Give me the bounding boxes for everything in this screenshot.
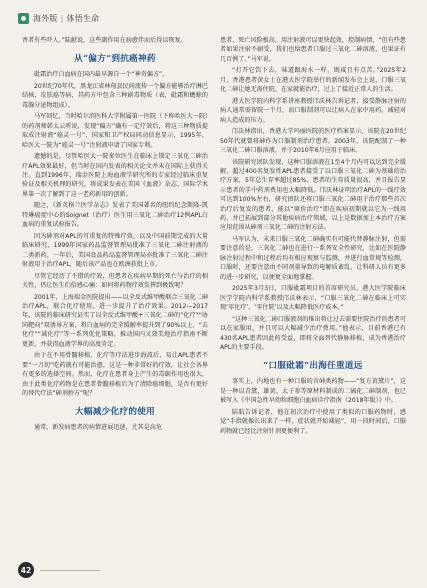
page-footer bbox=[18, 562, 100, 578]
section-heading-2: 大幅减少化疗的使用 bbox=[74, 407, 156, 418]
paragraph: “这种三氧化二砷口服液剂的推出将让过去需要住院治疗的患者可以在家服用，并且可以大幅减少治疗费用。”他表示，目前香港已有430名APL患者因此药受益，即将全面替代静脉移植，成为香港治疗APL的主要手段。 bbox=[220, 315, 406, 351]
paragraph: “打开它饮下去，味道跟海水一样，既咸且有点苦。”2025年2月，香港患者黄女士在港大医学院举行的新闻发布会上说，口服三氧化二砷让她无需住院，在家就能治疗，过上了接近正常人的生活。 bbox=[220, 67, 406, 94]
paragraph: 因为砷剂对APL的可重复的特殊疗效，以及中国前期完成的大量临床研究，1999年国家药品监督管理局批准了三氧化二砷注射液的二类新药，一年后，美国食品药品监督管理局亦批准了三氧化二砷注射液用于治疗APL，随后该产品也在欧洲获批上市。 bbox=[22, 232, 208, 269]
paragraph: 砒霜治疗白血病在国内最早源自一个“神奇偏方”。 bbox=[34, 71, 169, 79]
header-category: 体悟生命 bbox=[66, 13, 100, 23]
paragraph: 马军回忆，当时哈尔滨医科大学附属第一医院（下称哈医大一院）的药剂师韩太云听说，发现“偏方”确有一定疗效后，将这三种物质提取成注射液“癌灵一号”，国家和卫产权局同动信息显示，1995年，哈医大一院为“癌灵一号”注射液申请了国家专利。 bbox=[22, 113, 208, 149]
paragraph: 20世纪70年代，黑龙江省林甸县民间流传一个偏方能够治疗淋巴结核、皮肤癌等病，其药方中包含三种剧毒物质（表，砒霜和蟾蜍的毒腺分泌物组成）。 bbox=[22, 83, 208, 109]
page-number: 42 bbox=[18, 562, 34, 578]
left-intro: 香者有些吓人。”陆献说，这些副作用在病愈伴而后得以恢复。 bbox=[22, 37, 187, 44]
header-section: 海外版 bbox=[33, 13, 58, 23]
right-column bbox=[220, 36, 406, 438]
footer-divider bbox=[40, 570, 100, 571]
paragraph: 遗憾的是，尽管哈医大一院多位医生在临床上锁定三氧化二砷治疗APL效果最好，但当时在国内发表的相关论文并未在国际上获得关注。直到1996年，瑞金医院上海血液学研究所的专家经过临床重复验证及相关机理的研究，将成果发表在美国《血液》杂志，国际学术界第一次了解到了这一老药新用的创新。 bbox=[22, 153, 208, 198]
section-heading-1: 从“偏方”到抗癌神药 bbox=[74, 54, 156, 65]
paragraph: 港大医学院内科学系讲座教授邝沃林告诉记者，接受静脉注射的病人通常需留院一个月，而口服制剂可以让病人在家中用药，减轻对病人造成的压力。 bbox=[220, 97, 406, 124]
paragraph: 尽管它经历了不错的疗效，但患者在疾病早期的死亡与治疗的相关性，仍让医生们倍感心痛：如何将药物疗效发挥到极致呢？ bbox=[22, 272, 208, 290]
paragraph: 2001年，上海瑞金医院提出——以全反式维甲酸联合三氧化二砷治疗APL，联合化疗使用，进一步提升了治疗效果。2012—2017年，该院的临床研究证实了以全反式维甲酸+三氧化二砷的“化疗”“协同靶向”双诱导方案，将白血病的完全缓解率提升到了90%以上，“去化疗”“减化疗”等一系列优化策略，推动国内又效美地治疗指南不断更新，并获得血液学界的高度肯定。 bbox=[22, 293, 208, 348]
paragraph: 邝沃林指出，香港大学玛丽医院的医疗档案显示，该院在20世纪50年代就曾将砷作为口服制剂治疗患者。2003年，该院配制了一种三氧化二砷口服溶液，并于2010年6月应用于临床。 bbox=[220, 128, 406, 155]
paragraph: 马军认为，未来口服三氧化二砷确实有可能代替静脉注射，但需要注意的是，三氧化二砷也在进行一系列安全性研究，比如在医院静脉注射过程中和过程后均有相应观察与监测，并进行血常规等检测，口服时，还要注意由不同剂量导致的电解质紊乱，让科研人员有更多的进一步研究，以便更全面地掌握。 bbox=[220, 236, 406, 281]
section-heading-3: “口服砒霜”出海任重道远 bbox=[263, 361, 363, 372]
page-header bbox=[18, 10, 99, 26]
paragraph: 通常，新发病患者的病情进展迅速，尤其是高危 bbox=[34, 424, 162, 432]
paragraph: 陆航告诉记者，他在初次治疗中使用了类似的口服药物时，感觉“手指就像长出来了一样，症状就开始减轻”，用一段时间后，口服药物就已经比注射针剂更便利了。 bbox=[220, 408, 406, 435]
left-column bbox=[22, 36, 208, 435]
section-logo-icon bbox=[18, 13, 29, 24]
paragraph: 随之，《新英格兰医学杂志》发表了美国著名的纽约纪念斯隆-凯特琳癌症中心的Soignet（治疗）医生用三氧化二砷治疗12例APL白血病的重复试验报告。 bbox=[22, 202, 208, 229]
paragraph: 该院研究团队发现，这种口服溶液在1至4个月内可以达到完全缓解，超过400名复发性APL患者接受了以口服三氧化二砷为基础的治疗方案，5年总生存率超过85%，患者的生存质量很高，并且报告显示患者的手中药剂费用也大幅降低。邝沃林证明治疗APL的一线疗效可达到100%左右，研究团队还将口服三氧化二砷用于治疗那些首次治疗后复发的患者，能以“原价治疗”即在疾病初期就以它为一线用药，并已拓展到部分其他疾病治疗领域，以上是数据加上本治疗方案应用范围从砷剂三氧化二砷的注射方法。 bbox=[220, 158, 406, 232]
paragraph: 2025年3月3日，口服砒霜项目的首席研究员、港大医学院临床医学学院内科学系教授邝沃林表示，“口服三氧化二砷在临床上可实现‘零化疗’、‘零住院’以及大幅降低医疗成本。” bbox=[220, 285, 406, 312]
header-label: 海外版 | 体悟生命 bbox=[33, 13, 100, 23]
paragraph: 由于在不用骨髓移植、化疗等疗法进步海波后，易让APL患者不要“一刀切”吃药就有可能治愈，这是一种非常好的疗效，让社会各界有更多的选择空间。然而，化疗在患者身上产生的毒副作用也很大，由于此类化疗药物是在患者骨髓移植后为了清除癌细胞，是否有更好的替代疗法“砷剂妙方”呢？ bbox=[22, 352, 208, 397]
paragraph: 患者，死亡风险极高，用注射液可以更快起效，控制病情，“但有些患者如果注射不耐受，我们也给患者口服过三氧化二砷溶液，也果证有几百例了。”马军说。 bbox=[220, 37, 406, 63]
paragraph: 事实上，内地也有一种口服的含砷类药物——“复方黄黛片”，这是一种以青黛、雄黄、太子参等原材料制成的二硫化二砷制剂，也已被写入《中国急性早幼粒细胞白血病诊疗指南（2018年版）》中。 bbox=[220, 378, 406, 405]
